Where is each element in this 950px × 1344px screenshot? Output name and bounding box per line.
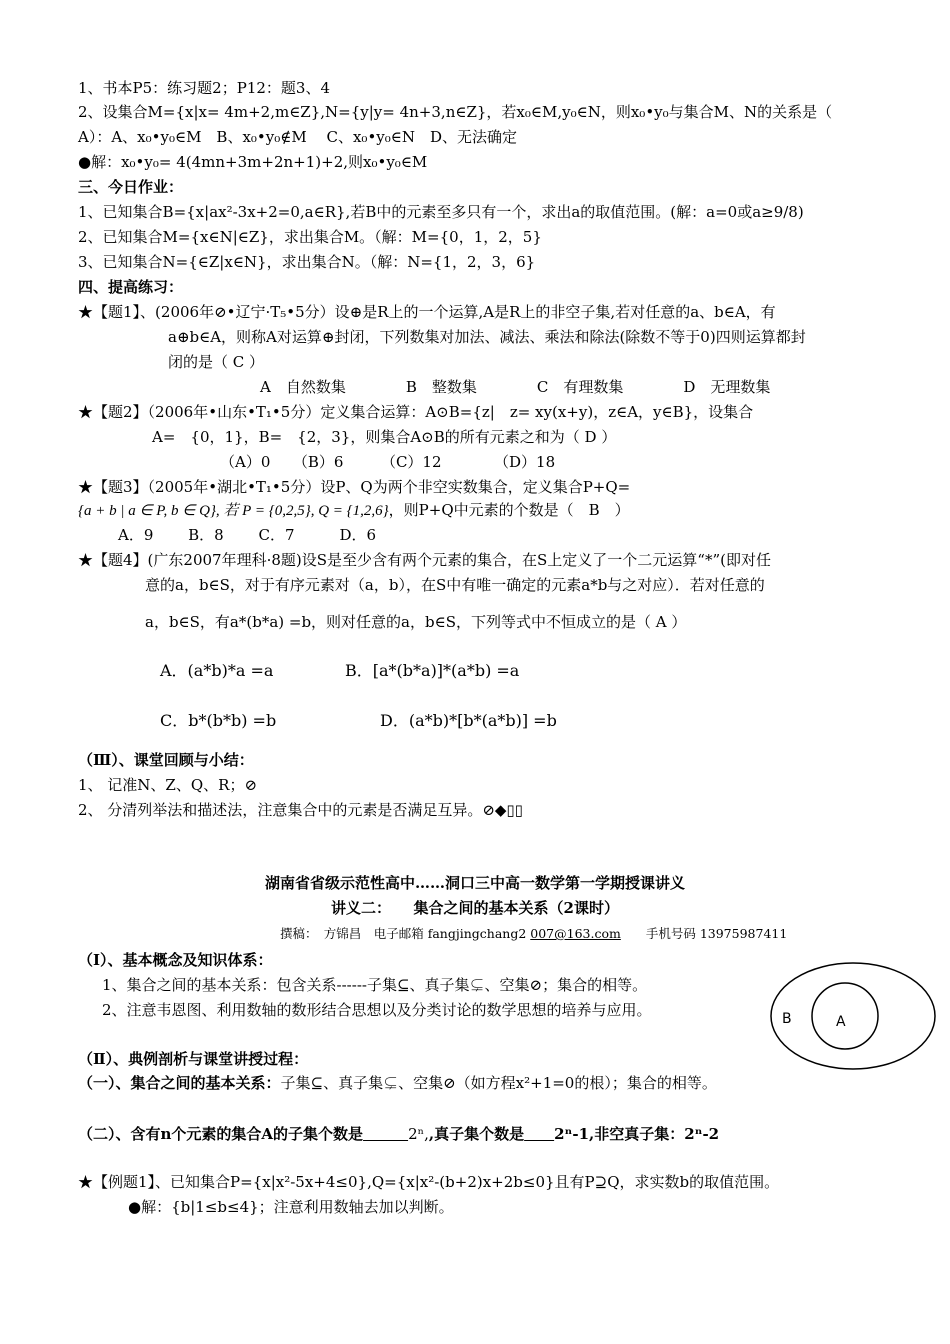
phone-info: 手机号码 13975987411 <box>620 926 788 941</box>
proper-subset-answer: 2ⁿ-1,非空真子集：2ⁿ-2 <box>554 1125 720 1143</box>
homework-item-2: 2、已知集合M={x∈N|∈Z}，求出集合M。（解：M={0，1，2，5} <box>78 228 542 246</box>
proper-subset-blank <box>524 1125 554 1143</box>
homework-item-3: 3、已知集合N={∈Z|x∈N}，求出集合N。（解：N={1，2，3，6} <box>78 253 536 271</box>
set-b-ellipse <box>771 963 935 1069</box>
problem-4-option-b: B．[a*(b*a)]*(a*b) =a <box>345 661 520 680</box>
problem-3-set-definition: {a + b | a ∈ P, b ∈ Q}, 若 P = {0,2,5}, Q = {1,2,6} <box>78 503 389 519</box>
review-item-2: 2、 分清列举法和描述法，注意集合中的元素是否满足互异。⊘◆▯▯ <box>78 801 523 819</box>
review-item-1: 1、 记准N、Z、Q、R；⊘ <box>78 776 258 794</box>
venn-diagram <box>768 960 938 1072</box>
problem-4-line-2: 意的a，b∈S，对于有序元素对（a，b），在S中有唯一确定的元素a*b与之对应）．若对任意的 <box>145 576 765 594</box>
problem-2-options: （A）0 （B）6 （C）12 （D）18 <box>220 453 556 471</box>
author-line <box>280 924 787 944</box>
exercise-ref-line: 1、书本P5：练习题2；P12：题3、4 <box>78 79 330 97</box>
school-header: 湖南省省级示范性高中……洞口三中高一数学第一学期授课讲义 <box>264 874 685 892</box>
proper-subset-prefix: ,真子集个数是 <box>428 1125 525 1143</box>
basic-relations-text: 子集⊆、真子集⊊、空集⊘（如方程x²+1=0的根）；集合的相等。 <box>280 1074 717 1092</box>
section-2-heading: （Ⅱ）、典例剖析与课堂讲授过程： <box>78 1050 309 1068</box>
problem-4-option-c: C．b*(b*b) =b <box>160 711 277 730</box>
problem-2-line-2: A= {0，1}，B= {2，3}，则集合A⊙B的所有元素之和为（ D ） <box>152 428 617 446</box>
email-link[interactable]: 007@163.com <box>530 926 621 941</box>
problem-4-line-3: a，b∈S，有a*(b*a) =b，则对任意的a，b∈S，下列等式中不恒成立的是（ A ） <box>145 613 687 631</box>
subset-count-prefix: （二）、含有n个元素的集合A的子集个数是 <box>78 1125 364 1143</box>
basic-relations-line <box>78 1073 717 1093</box>
section-1-heading: （Ⅰ）、基本概念及知识体系： <box>78 951 273 969</box>
problem-1-options: A 自然数集 B 整数集 C 有理数集 D 无理数集 <box>260 378 771 396</box>
example-1-solution: ●解：{b|1≤b≤4}；注意利用数轴去加以判断。 <box>128 1198 454 1216</box>
homework-heading: 三、今日作业： <box>78 178 184 196</box>
basic-relations-heading: （一）、集合之间的基本关系： <box>78 1074 281 1092</box>
problem-3-options: A．9 B．8 C．7 D．6 <box>118 526 377 544</box>
problem-4-option-d: D．(a*b)*[b*(a*b)] =b <box>380 711 557 730</box>
problem-3-question: ，则P+Q中元素的个数是（ B ） <box>388 501 630 519</box>
author-info: 撰稿： 方锦昌 电子邮箱 fangjingchang2 <box>280 926 531 941</box>
advanced-heading: 四、提高练习： <box>78 278 184 296</box>
problem-4-option-a: A．(a*b)*a =a <box>160 661 274 680</box>
section-1-item-1: 1、集合之间的基本关系：包含关系------子集⊆、真子集⊊、空集⊘；集合的相等。 <box>102 976 648 994</box>
problem-4-line-1: ★【题4】(广东2007年理科·8题)设S是至少含有两个元素的集合，在S上定义了一个二元运算“*”(即对任 <box>78 551 771 569</box>
problem-1-line-1: ★【题1】、(2006年⊘•辽宁·T₅•5分）设⊕是R上的一个运算,A是R上的非空子集,若对任意的a、b∈A，有 <box>78 303 776 321</box>
question-2-options: A）：A、x₀•y₀∈M B、x₀•y₀∉M C、x₀•y₀∈N D、无法确定 <box>78 128 518 146</box>
problem-3-line-2 <box>78 500 630 521</box>
problem-2-line-1: ★【题2】（2006年•山东•T₁•5分）定义集合运算：A⊙B={z| z= xy(x+y)，z∈A，y∈B}，设集合 <box>78 403 754 421</box>
set-b-label: B <box>782 1011 792 1027</box>
example-1-stem: ★【例题1】、已知集合P={x|x²-5x+4≤0},Q={x|x²-(b+2)x+2b≤0}且有P⊇Q，求实数b的取值范围。 <box>78 1173 780 1191</box>
problem-3-line-1: ★【题3】（2005年•湖北•T₁•5分）设P、Q为两个非空实数集合，定义集合P+Q= <box>78 478 631 496</box>
review-heading: （Ⅲ）、课堂回顾与小结： <box>78 751 254 769</box>
subset-count-blank <box>363 1125 408 1143</box>
problem-1-line-2: a⊕b∈A，则称A对运算⊕封闭，下列数集对加法、减法、乘法和除法(除数不等于0)四则运算都封 <box>168 328 806 346</box>
homework-item-1: 1、已知集合B={x|ax²-3x+2=0,a∈R},若B中的元素至多只有一个，求出a的取值范围。(解：a=0或a≥9/8) <box>78 203 804 221</box>
problem-1-line-3: 闭的是（ C ） <box>168 353 265 371</box>
question-2-stem: 2、设集合M={x|x= 4m+2,m∈Z},N={y|y= 4n+3,n∈Z}，若x₀∈M,y₀∈N，则x₀•y₀与集合M、N的关系是（ <box>78 103 833 121</box>
subset-count-answer: 2ⁿ, <box>408 1125 429 1143</box>
subset-count-line <box>78 1124 719 1144</box>
section-1-item-2: 2、注意韦恩图、利用数轴的数形结合思想以及分类讨论的数学思想的培养与应用。 <box>102 1001 652 1019</box>
set-a-label: A <box>836 1014 846 1030</box>
question-2-solution: ●解：x₀•y₀= 4(4mn+3m+2n+1)+2,则x₀•y₀∈M <box>78 153 428 171</box>
lecture-title: 讲义二： 集合之间的基本关系（2课时） <box>331 899 619 917</box>
